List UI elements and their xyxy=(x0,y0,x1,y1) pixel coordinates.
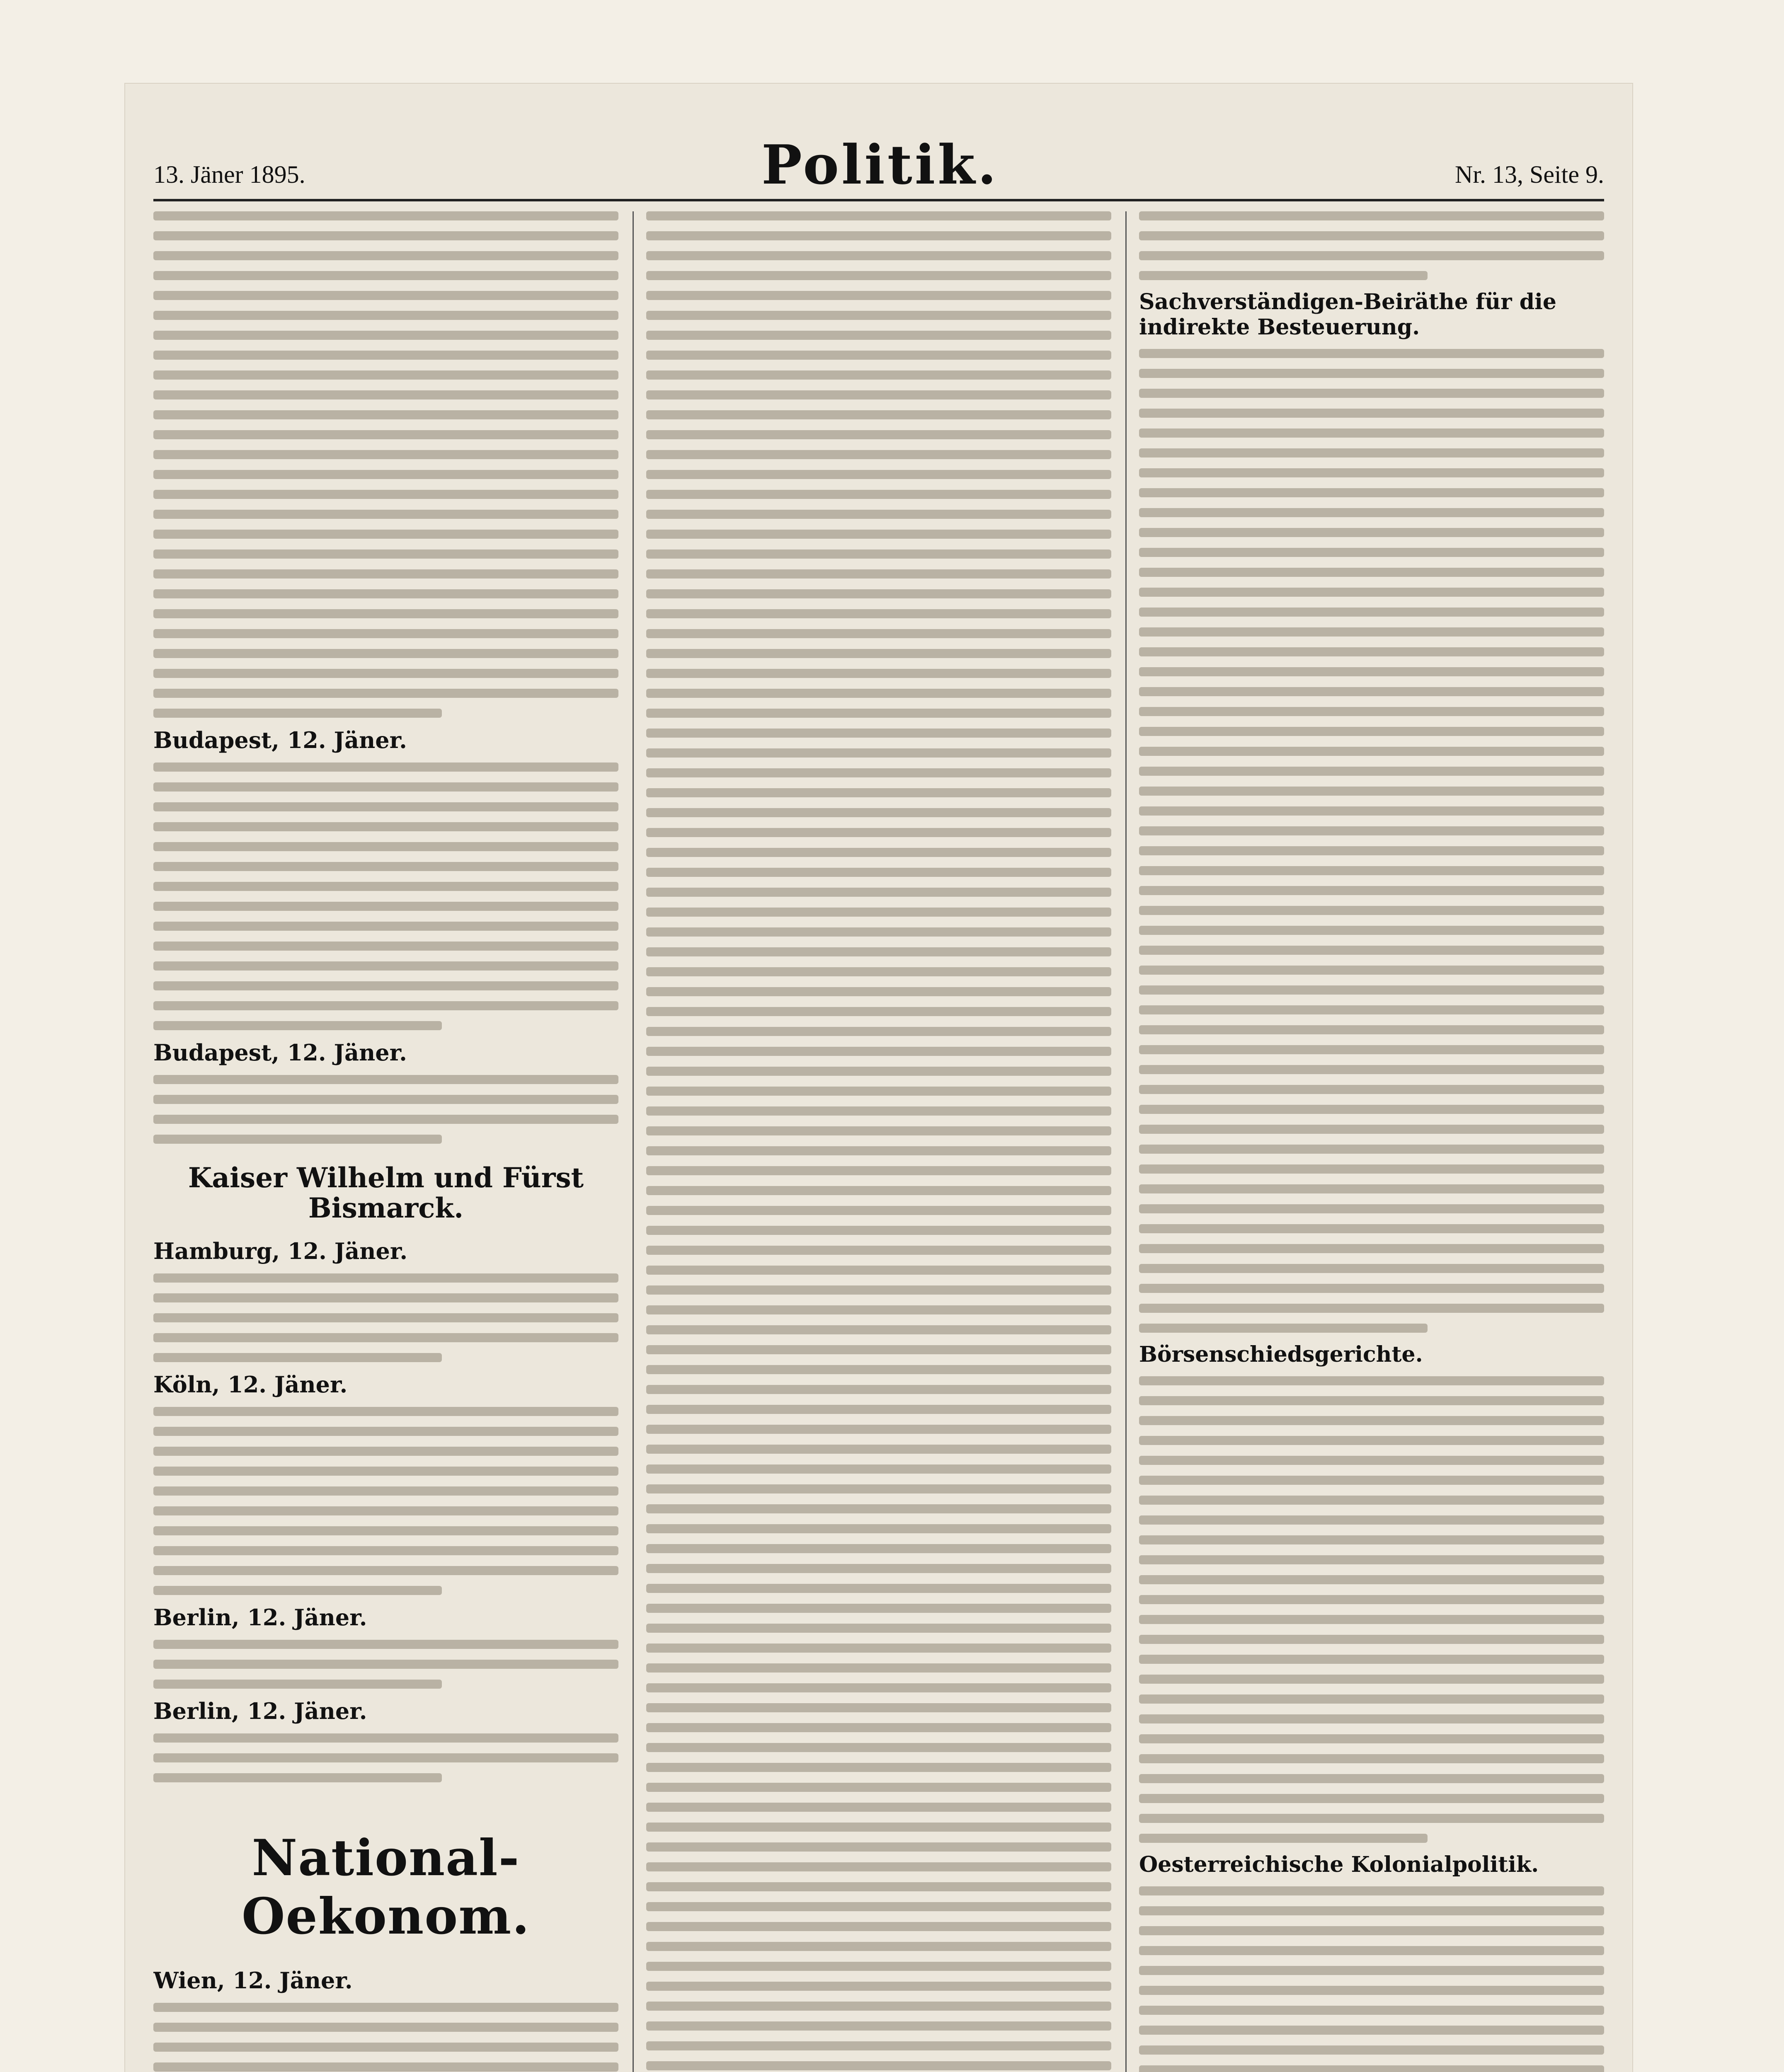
text-line-placeholder xyxy=(153,231,618,240)
text-line-placeholder xyxy=(153,1467,618,1476)
text-line-placeholder xyxy=(1139,1264,1604,1273)
text-line-placeholder xyxy=(153,1773,442,1782)
text-line-placeholder xyxy=(153,1566,618,1575)
text-line-placeholder xyxy=(1139,926,1604,935)
text-line-placeholder xyxy=(1139,1005,1604,1014)
article-body xyxy=(153,1733,618,1782)
text-line-placeholder xyxy=(1139,1754,1604,1763)
text-line-placeholder xyxy=(1139,1694,1604,1704)
text-line-placeholder xyxy=(646,1882,1111,1891)
text-line-placeholder xyxy=(646,1464,1111,1474)
text-line-placeholder xyxy=(1139,1986,1604,1995)
text-line-placeholder xyxy=(1139,1416,1604,1425)
text-line-placeholder xyxy=(1139,667,1604,676)
text-line-placeholder xyxy=(153,1586,442,1595)
dateline-koeln: Köln, 12. Jäner. xyxy=(153,1371,348,1398)
text-line-placeholder xyxy=(1139,1926,1604,1935)
text-line-placeholder xyxy=(153,1135,442,1144)
text-line-placeholder xyxy=(646,470,1111,479)
article-body xyxy=(153,1075,618,1144)
subheading-sachverstaendigen: Sachverständigen-Beiräthe für die indirekte Besteuerung. xyxy=(1139,289,1556,340)
text-line-placeholder xyxy=(646,1226,1111,1235)
text-line-placeholder xyxy=(1139,1774,1604,1783)
text-line-placeholder xyxy=(646,1186,1111,1195)
text-line-placeholder xyxy=(1139,1025,1604,1034)
text-line-placeholder xyxy=(1139,548,1604,557)
text-line-placeholder xyxy=(153,1640,618,1649)
text-line-placeholder xyxy=(646,1445,1111,1454)
text-line-placeholder xyxy=(153,762,618,772)
text-line-placeholder xyxy=(646,1683,1111,1692)
text-line-placeholder xyxy=(153,1273,618,1283)
text-line-placeholder xyxy=(1139,1794,1604,1803)
text-line-placeholder xyxy=(1139,787,1604,796)
text-line-placeholder xyxy=(1139,1946,1604,1955)
text-line-placeholder xyxy=(153,251,618,260)
text-line-placeholder xyxy=(646,927,1111,937)
column-2-text xyxy=(646,211,1111,2072)
text-line-placeholder xyxy=(646,1067,1111,1076)
text-line-placeholder xyxy=(153,862,618,871)
text-line-placeholder xyxy=(646,709,1111,718)
text-line-placeholder xyxy=(646,1345,1111,1354)
text-line-placeholder xyxy=(646,549,1111,559)
text-line-placeholder xyxy=(1139,1906,1604,1915)
text-line-placeholder xyxy=(646,868,1111,877)
text-line-placeholder xyxy=(646,1644,1111,1653)
text-line-placeholder xyxy=(153,331,618,340)
text-line-placeholder xyxy=(646,370,1111,380)
heading-kaiser-wilhelm: Kaiser Wilhelm und Fürst Bismarck. xyxy=(188,1162,584,1224)
text-line-placeholder xyxy=(1139,627,1604,637)
text-line-placeholder xyxy=(1139,866,1604,875)
text-line-placeholder xyxy=(1139,568,1604,577)
text-line-placeholder xyxy=(153,530,618,539)
text-line-placeholder xyxy=(153,351,618,360)
article-body xyxy=(153,1407,618,1595)
text-line-placeholder xyxy=(646,1763,1111,1772)
text-line-placeholder xyxy=(1139,886,1604,895)
text-line-placeholder xyxy=(646,569,1111,579)
subheading-boersenschiedsgerichte: Börsenschiedsgerichte. xyxy=(1139,1342,1423,1367)
text-line-placeholder xyxy=(1139,1085,1604,1094)
text-line-placeholder xyxy=(153,549,618,559)
text-line-placeholder xyxy=(1139,2006,1604,2015)
text-line-placeholder xyxy=(1139,946,1604,955)
text-line-placeholder xyxy=(646,1425,1111,1434)
text-line-placeholder xyxy=(153,669,618,678)
text-line-placeholder xyxy=(1139,1304,1604,1313)
text-line-placeholder xyxy=(646,1723,1111,1732)
text-line-placeholder xyxy=(646,1663,1111,1673)
text-line-placeholder xyxy=(646,908,1111,917)
text-line-placeholder xyxy=(1139,1476,1604,1485)
dateline-berlin-2: Berlin, 12. Jäner. xyxy=(153,1698,367,1725)
text-line-placeholder xyxy=(646,788,1111,797)
text-line-placeholder xyxy=(646,1703,1111,1712)
text-line-placeholder xyxy=(1139,2045,1604,2055)
text-line-placeholder xyxy=(646,430,1111,439)
text-line-placeholder xyxy=(1139,1284,1604,1293)
text-line-placeholder xyxy=(646,1126,1111,1135)
text-line-placeholder xyxy=(646,530,1111,539)
text-line-placeholder xyxy=(153,822,618,831)
text-line-placeholder xyxy=(1139,1595,1604,1604)
text-line-placeholder xyxy=(1139,1045,1604,1054)
text-line-placeholder xyxy=(646,231,1111,240)
text-line-placeholder xyxy=(1139,1635,1604,1644)
text-line-placeholder xyxy=(1139,271,1428,280)
text-line-placeholder xyxy=(153,1680,442,1689)
header-section-title: Politik. xyxy=(761,133,999,196)
text-line-placeholder xyxy=(646,1624,1111,1633)
text-line-placeholder xyxy=(153,1075,618,1084)
column-2 xyxy=(633,211,1111,2072)
text-line-placeholder xyxy=(1139,1834,1428,1843)
text-line-placeholder xyxy=(153,410,618,419)
text-line-placeholder xyxy=(1139,806,1604,816)
article-body xyxy=(1139,1886,1604,2072)
text-line-placeholder xyxy=(153,1526,618,1535)
text-line-placeholder xyxy=(1139,1886,1604,1895)
text-line-placeholder xyxy=(153,430,618,439)
text-line-placeholder xyxy=(1139,1535,1604,1544)
text-line-placeholder xyxy=(646,1504,1111,1513)
text-line-placeholder xyxy=(153,271,618,280)
text-line-placeholder xyxy=(646,2021,1111,2031)
text-line-placeholder xyxy=(646,848,1111,857)
text-line-placeholder xyxy=(1139,2065,1604,2072)
text-line-placeholder xyxy=(1139,389,1604,398)
text-line-placeholder xyxy=(153,1733,618,1743)
text-line-placeholder xyxy=(646,1942,1111,1951)
text-line-placeholder xyxy=(1139,1655,1604,1664)
text-line-placeholder xyxy=(1139,1456,1604,1465)
text-line-placeholder xyxy=(646,1922,1111,1931)
text-line-placeholder xyxy=(153,842,618,851)
article-body xyxy=(1139,349,1604,1333)
text-line-placeholder xyxy=(646,211,1111,220)
text-line-placeholder xyxy=(646,1365,1111,1374)
text-line-placeholder xyxy=(1139,1675,1604,1684)
text-line-placeholder xyxy=(1139,687,1604,696)
text-line-placeholder xyxy=(153,370,618,380)
text-line-placeholder xyxy=(153,609,618,618)
text-line-placeholder xyxy=(1139,906,1604,915)
text-line-placeholder xyxy=(153,782,618,792)
text-line-placeholder xyxy=(1139,1966,1604,1975)
text-line-placeholder xyxy=(1139,251,1604,260)
text-line-placeholder xyxy=(646,1047,1111,1056)
text-line-placeholder xyxy=(153,1753,618,1762)
text-line-placeholder xyxy=(1139,826,1604,835)
text-line-placeholder xyxy=(646,669,1111,678)
text-line-placeholder xyxy=(1139,1376,1604,1385)
text-line-placeholder xyxy=(153,2062,618,2072)
text-line-placeholder xyxy=(153,470,618,479)
text-line-placeholder xyxy=(153,510,618,519)
text-line-placeholder xyxy=(646,888,1111,897)
page-header xyxy=(153,116,1604,201)
section-title-national-oekonom: National-Oekonom. xyxy=(241,1829,531,1946)
text-line-placeholder xyxy=(153,649,618,658)
text-line-placeholder xyxy=(153,390,618,399)
text-line-placeholder xyxy=(646,1405,1111,1414)
text-line-placeholder xyxy=(646,1484,1111,1493)
text-line-placeholder xyxy=(153,291,618,300)
text-line-placeholder xyxy=(646,1862,1111,1871)
text-line-placeholder xyxy=(153,1313,618,1322)
text-line-placeholder xyxy=(646,748,1111,758)
text-line-placeholder xyxy=(646,589,1111,598)
text-line-placeholder xyxy=(153,689,618,698)
text-line-placeholder xyxy=(153,882,618,891)
text-line-placeholder xyxy=(153,629,618,638)
text-line-placeholder xyxy=(1139,1515,1604,1525)
text-line-placeholder xyxy=(646,1584,1111,1593)
text-line-placeholder xyxy=(646,1027,1111,1036)
text-line-placeholder xyxy=(153,1001,618,1010)
text-line-placeholder xyxy=(153,802,618,811)
text-line-placeholder xyxy=(646,729,1111,738)
text-line-placeholder xyxy=(153,450,618,459)
text-line-placeholder xyxy=(646,629,1111,638)
dateline-hamburg: Hamburg, 12. Jäner. xyxy=(153,1238,408,1265)
text-line-placeholder xyxy=(646,271,1111,280)
text-line-placeholder xyxy=(153,1115,618,1124)
text-line-placeholder xyxy=(646,291,1111,300)
dateline-budapest-2: Budapest, 12. Jäner. xyxy=(153,1039,407,1066)
text-line-placeholder xyxy=(1139,846,1604,855)
text-line-placeholder xyxy=(646,1743,1111,1752)
text-line-placeholder xyxy=(1139,1224,1604,1233)
article-body xyxy=(153,1273,618,1362)
text-line-placeholder xyxy=(646,1544,1111,1553)
text-line-placeholder xyxy=(646,331,1111,340)
text-line-placeholder xyxy=(646,1524,1111,1533)
text-line-placeholder xyxy=(1139,588,1604,597)
text-line-placeholder xyxy=(646,609,1111,618)
text-line-placeholder xyxy=(646,1305,1111,1314)
text-line-placeholder xyxy=(1139,1164,1604,1174)
text-line-placeholder xyxy=(646,1842,1111,1852)
text-line-placeholder xyxy=(646,1564,1111,1573)
text-line-placeholder xyxy=(1139,428,1604,438)
text-line-placeholder xyxy=(1139,1324,1428,1333)
text-line-placeholder xyxy=(646,1246,1111,1255)
text-line-placeholder xyxy=(153,569,618,579)
text-line-placeholder xyxy=(1139,349,1604,358)
text-line-placeholder xyxy=(1139,488,1604,497)
text-line-placeholder xyxy=(646,987,1111,996)
text-line-placeholder xyxy=(646,1106,1111,1116)
text-line-placeholder xyxy=(1139,448,1604,457)
text-line-placeholder xyxy=(153,1353,442,1362)
text-line-placeholder xyxy=(1139,1436,1604,1445)
text-line-placeholder xyxy=(1139,1244,1604,1253)
text-line-placeholder xyxy=(1139,409,1604,418)
text-line-placeholder xyxy=(646,1266,1111,1275)
text-line-placeholder xyxy=(1139,747,1604,756)
text-line-placeholder xyxy=(1139,1496,1604,1505)
text-line-placeholder xyxy=(153,981,618,990)
text-line-placeholder xyxy=(1139,707,1604,716)
text-line-placeholder xyxy=(153,902,618,911)
text-line-placeholder xyxy=(1139,1145,1604,1154)
text-line-placeholder xyxy=(646,410,1111,419)
text-line-placeholder xyxy=(1139,985,1604,995)
text-line-placeholder xyxy=(646,808,1111,817)
text-line-placeholder xyxy=(646,2061,1111,2070)
text-line-placeholder xyxy=(1139,1814,1604,1823)
column-3 xyxy=(1125,211,1604,2072)
column-3-intro xyxy=(1139,211,1604,280)
text-line-placeholder xyxy=(646,649,1111,658)
text-line-placeholder xyxy=(646,1325,1111,1334)
text-line-placeholder xyxy=(153,709,442,718)
text-line-placeholder xyxy=(1139,1184,1604,1193)
text-line-placeholder xyxy=(646,1385,1111,1394)
text-line-placeholder xyxy=(1139,966,1604,975)
newspaper-page xyxy=(124,83,1633,2072)
text-line-placeholder xyxy=(1139,1714,1604,1723)
text-line-placeholder xyxy=(646,1982,1111,1991)
text-line-placeholder xyxy=(646,1902,1111,1911)
text-line-placeholder xyxy=(646,1823,1111,1832)
text-line-placeholder xyxy=(646,1087,1111,1096)
text-line-placeholder xyxy=(153,1407,618,1416)
text-line-placeholder xyxy=(646,2041,1111,2050)
article-body xyxy=(153,2003,618,2072)
text-line-placeholder xyxy=(1139,1734,1604,1743)
text-line-placeholder xyxy=(1139,1105,1604,1114)
text-line-placeholder xyxy=(646,1803,1111,1812)
text-line-placeholder xyxy=(153,1021,442,1030)
text-line-placeholder xyxy=(646,351,1111,360)
text-line-placeholder xyxy=(1139,1575,1604,1584)
text-line-placeholder xyxy=(153,1427,618,1436)
text-line-placeholder xyxy=(1139,767,1604,776)
text-line-placeholder xyxy=(646,1604,1111,1613)
text-line-placeholder xyxy=(153,922,618,931)
text-line-placeholder xyxy=(646,2002,1111,2011)
text-line-placeholder xyxy=(1139,369,1604,378)
text-line-placeholder xyxy=(1139,608,1604,617)
text-line-placeholder xyxy=(153,1660,618,1669)
text-line-placeholder xyxy=(646,1285,1111,1295)
text-line-placeholder xyxy=(646,251,1111,260)
text-line-placeholder xyxy=(646,1962,1111,1971)
text-line-placeholder xyxy=(153,490,618,499)
text-line-placeholder xyxy=(153,1506,618,1515)
text-line-placeholder xyxy=(646,490,1111,499)
dateline-budapest-1: Budapest, 12. Jäner. xyxy=(153,727,407,753)
text-line-placeholder xyxy=(1139,2026,1604,2035)
text-columns xyxy=(153,211,1604,2072)
article-body xyxy=(153,762,618,1030)
text-line-placeholder xyxy=(1139,1125,1604,1134)
text-line-placeholder xyxy=(1139,468,1604,477)
text-line-placeholder xyxy=(646,1007,1111,1016)
text-line-placeholder xyxy=(646,450,1111,459)
text-line-placeholder xyxy=(1139,211,1604,220)
text-line-placeholder xyxy=(153,2003,618,2012)
text-line-placeholder xyxy=(646,768,1111,777)
text-line-placeholder xyxy=(153,1486,618,1496)
text-line-placeholder xyxy=(646,311,1111,320)
text-line-placeholder xyxy=(1139,1396,1604,1405)
header-issue: Nr. 13, Seite 9. xyxy=(1455,161,1604,188)
text-line-placeholder xyxy=(646,967,1111,976)
text-line-placeholder xyxy=(153,211,618,220)
text-line-placeholder xyxy=(153,1293,618,1302)
text-line-placeholder xyxy=(646,947,1111,956)
text-line-placeholder xyxy=(1139,1555,1604,1564)
text-line-placeholder xyxy=(1139,1615,1604,1624)
text-line-placeholder xyxy=(153,1095,618,1104)
dateline-berlin-1: Berlin, 12. Jäner. xyxy=(153,1604,367,1631)
text-line-placeholder xyxy=(646,1783,1111,1792)
text-line-placeholder xyxy=(153,2023,618,2032)
text-line-placeholder xyxy=(646,1206,1111,1215)
text-line-placeholder xyxy=(646,510,1111,519)
text-line-placeholder xyxy=(153,1333,618,1342)
dateline-wien: Wien, 12. Jäner. xyxy=(153,1967,353,1994)
text-line-placeholder xyxy=(1139,231,1604,240)
text-line-placeholder xyxy=(646,689,1111,698)
text-line-placeholder xyxy=(646,828,1111,837)
column-1-text xyxy=(153,211,618,718)
text-line-placeholder xyxy=(646,1146,1111,1155)
text-line-placeholder xyxy=(1139,528,1604,537)
text-line-placeholder xyxy=(153,1546,618,1555)
text-line-placeholder xyxy=(1139,1065,1604,1074)
text-line-placeholder xyxy=(646,1166,1111,1175)
text-line-placeholder xyxy=(153,1447,618,1456)
text-line-placeholder xyxy=(153,589,618,598)
text-line-placeholder xyxy=(1139,508,1604,517)
text-line-placeholder xyxy=(1139,727,1604,736)
column-1 xyxy=(153,211,618,2072)
text-line-placeholder xyxy=(1139,1204,1604,1213)
article-body xyxy=(153,1640,618,1689)
subheading-kolonialpolitik: Oesterreichische Kolonialpolitik. xyxy=(1139,1852,1539,1877)
text-line-placeholder xyxy=(153,311,618,320)
text-line-placeholder xyxy=(1139,647,1604,656)
text-line-placeholder xyxy=(153,961,618,971)
text-line-placeholder xyxy=(646,390,1111,399)
header-date: 13. Jäner 1895. xyxy=(153,161,305,188)
article-body xyxy=(1139,1376,1604,1843)
text-line-placeholder xyxy=(153,2043,618,2052)
text-line-placeholder xyxy=(153,942,618,951)
